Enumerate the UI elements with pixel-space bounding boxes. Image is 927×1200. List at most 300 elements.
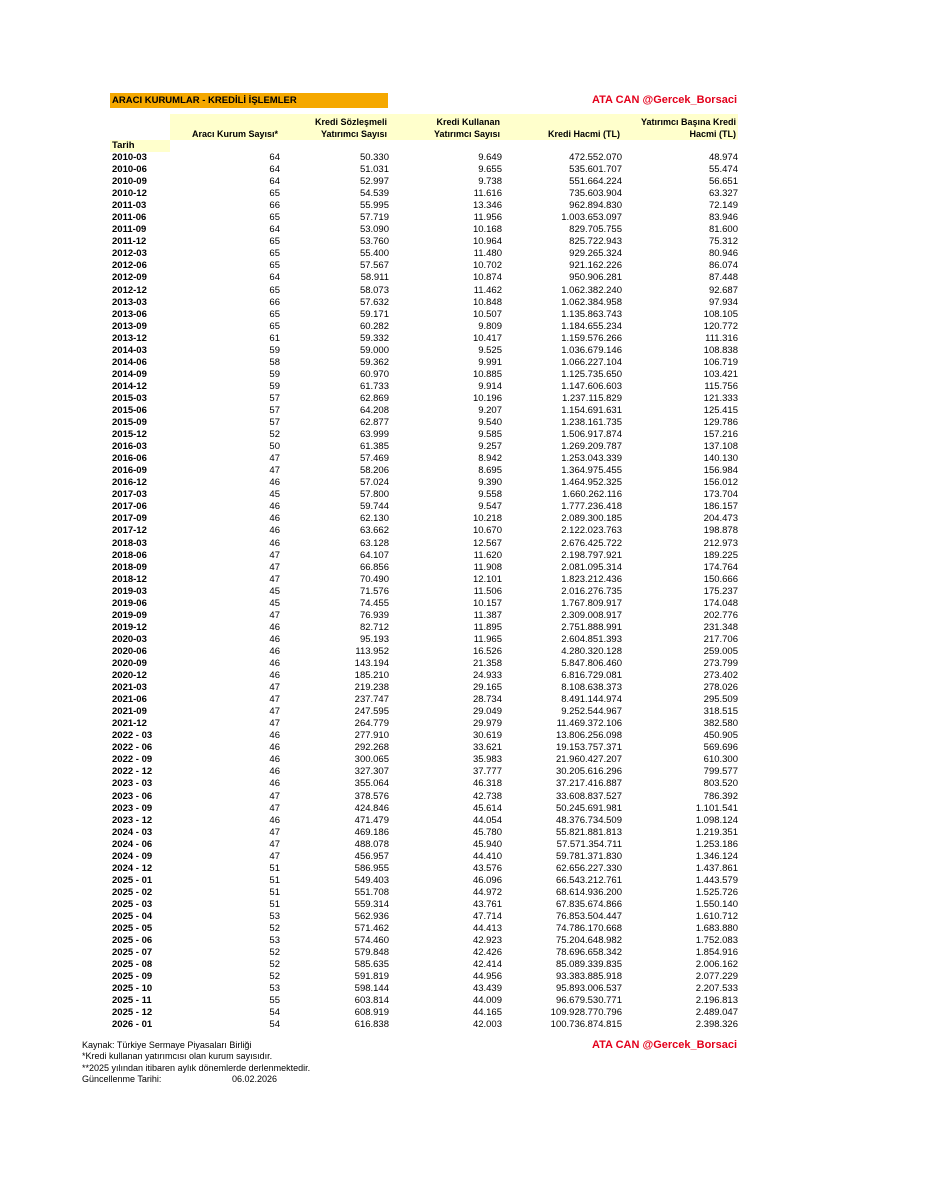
contract-investors-cell: 571.462 [354,923,389,935]
table-row [110,875,738,887]
credit-volume-cell: 1.823.212.436 [561,573,622,585]
contract-investors-cell: 237.747 [354,694,389,706]
contract-investors-cell: 608.919 [354,1007,389,1019]
credit-users-cell: 29.979 [472,718,502,730]
credit-volume-cell: 1.767.809.917 [561,597,622,609]
credit-volume-cell: 1.125.735.650 [561,368,622,380]
broker-count-cell: 53 [269,935,280,947]
credit-volume-cell: 1.238.161.735 [561,417,622,429]
per-investor-cell: 2.398.326 [695,1019,738,1031]
date-cell: 2015-06 [112,405,147,416]
date-cell: 2025 - 11 [112,995,152,1007]
broker-count-cell: 47 [269,609,280,621]
contract-investors-cell: 50.330 [359,152,389,164]
per-investor-cell: 2.489.047 [695,1007,738,1019]
credit-users-cell: 30.619 [472,730,502,742]
credit-users-cell: 8.942 [478,453,502,465]
date-cell: 2019-06 [112,597,147,609]
per-investor-cell: 174.764 [703,561,738,573]
broker-count-cell: 46 [269,766,280,778]
date-cell: 2020-09 [112,657,147,669]
date-cell: 2014-09 [112,368,147,380]
contract-investors-cell: 247.595 [354,706,389,718]
broker-count-cell: 46 [269,501,280,513]
per-investor-cell: 1.101.541 [695,802,738,814]
per-investor-cell: 108.838 [703,344,738,356]
date-cell: 2021-09 [112,706,147,718]
table-row [110,381,738,393]
credit-volume-cell: 2.081.095.314 [561,561,622,573]
credit-users-cell: 45.940 [472,838,502,850]
contract-investors-cell: 70.490 [359,573,389,585]
table-row [110,550,738,562]
table-row [110,525,738,537]
contract-investors-cell: 60.282 [359,320,389,332]
date-cell: 2012-03 [112,248,147,260]
credit-users-cell: 9.547 [478,501,502,513]
credit-users-cell: 10.964 [472,236,502,248]
broker-count-cell: 46 [269,730,280,742]
date-cell: 2025 - 10 [112,983,153,995]
contract-investors-cell: 355.064 [354,778,389,790]
credit-users-cell: 29.165 [472,682,502,694]
date-cell: 2025 - 08 [112,959,153,971]
per-investor-cell: 156.012 [703,477,738,489]
credit-users-cell: 9.738 [478,176,502,188]
header-date: Tarih [112,140,135,151]
table-row [110,622,738,634]
credit-users-cell: 10.507 [472,308,502,320]
footer-update [82,1074,278,1085]
table-row [110,827,738,839]
date-cell: 2023 - 03 [112,778,153,790]
credit-users-cell: 8.695 [478,465,502,477]
credit-volume-cell: 1.159.576.266 [561,332,622,344]
credit-users-cell: 9.540 [478,417,502,429]
credit-users-cell: 46.318 [472,778,502,790]
credit-users-cell: 12.101 [472,573,502,585]
date-cell: 2011-12 [112,236,147,248]
date-cell: 2010-09 [112,176,147,188]
credit-volume-cell: 551.664.224 [569,176,622,188]
credit-users-cell: 11.965 [473,633,502,645]
credit-volume-cell: 1.062.382.240 [561,284,622,296]
date-cell: 2018-06 [112,549,147,561]
per-investor-cell: 1.219.351 [695,826,738,838]
broker-count-cell: 52 [269,959,280,971]
per-investor-cell: 569.696 [703,742,738,754]
table-row [110,610,738,622]
table-row [110,1007,738,1019]
broker-count-cell: 65 [269,248,280,260]
per-investor-cell: 92.687 [708,284,738,296]
date-cell: 2019-09 [112,609,147,621]
table-row [110,887,738,899]
credit-volume-cell: 825.722.943 [569,236,622,248]
date-cell: 2021-12 [112,718,147,730]
per-investor-cell: 786.392 [703,790,738,802]
table-row [110,513,738,525]
date-cell: 2018-09 [112,561,147,573]
contract-investors-cell: 378.576 [354,790,389,802]
date-cell: 2014-03 [112,344,147,356]
broker-count-cell: 47 [269,838,280,850]
contract-investors-cell: 63.662 [359,525,389,537]
per-investor-cell: 140.130 [703,453,738,465]
table-row [110,911,738,923]
credit-users-cell: 11.616 [473,188,502,200]
credit-volume-cell: 66.543.212.761 [555,874,622,886]
table-row [110,658,738,670]
broker-count-cell: 47 [269,706,280,718]
credit-volume-cell: 2.089.300.185 [561,513,622,525]
contract-investors-cell: 61.385 [359,441,389,453]
contract-investors-cell: 57.632 [359,296,389,308]
contract-investors-cell: 62.877 [359,417,389,429]
date-cell: 2016-03 [112,441,147,453]
broker-count-cell: 46 [269,525,280,537]
date-cell: 2025 - 01 [112,874,153,886]
broker-count-cell: 65 [269,212,280,224]
contract-investors-cell: 562.936 [354,910,389,922]
date-cell: 2015-09 [112,417,147,429]
date-cell: 2010-03 [112,152,147,164]
credit-volume-cell: 1.464.952.325 [561,477,622,489]
table-row [110,417,738,429]
credit-volume-cell: 1.777.236.418 [561,501,622,513]
contract-investors-cell: 488.078 [354,838,389,850]
credit-users-cell: 37.777 [472,766,502,778]
per-investor-cell: 231.348 [703,621,738,633]
per-investor-cell: 204.473 [703,513,738,525]
date-cell: 2022 - 09 [112,754,153,766]
credit-users-cell: 9.558 [478,489,502,501]
date-cell: 2013-09 [112,320,147,332]
broker-count-cell: 52 [269,429,280,441]
broker-count-cell: 47 [269,850,280,862]
broker-count-cell: 65 [269,260,280,272]
per-investor-cell: 125.415 [703,405,738,416]
contract-investors-cell: 64.208 [359,405,389,416]
contract-investors-cell: 574.460 [354,935,389,947]
contract-investors-cell: 60.970 [359,368,389,380]
broker-count-cell: 47 [269,682,280,694]
per-investor-cell: 1.525.726 [695,886,738,898]
credit-volume-cell: 57.571.354.711 [556,838,622,850]
contract-investors-cell: 95.193 [359,633,389,645]
credit-volume-cell: 21.960.427.207 [555,754,622,766]
credit-users-cell: 11.506 [473,585,502,597]
contract-investors-cell: 598.144 [354,983,389,995]
credit-volume-cell: 9.252.544.967 [561,706,622,718]
per-investor-cell: 83.946 [708,212,738,224]
brand-signature-bottom: ATA CAN @Gercek_Borsaci [591,1039,737,1051]
credit-volume-cell: 921.162.226 [569,260,622,272]
credit-volume-cell: 2.122.023.763 [561,525,622,537]
credit-volume-cell: 76.853.504.447 [555,910,622,922]
per-investor-cell: 86.074 [708,260,738,272]
broker-count-cell: 54 [269,1007,280,1019]
credit-volume-cell: 93.383.885.918 [555,971,622,983]
date-cell: 2021-03 [112,682,147,694]
date-cell: 2025 - 05 [112,923,153,935]
credit-volume-cell: 535.601.707 [569,164,622,176]
date-cell: 2010-12 [112,188,147,200]
credit-volume-cell: 30.205.616.296 [555,766,622,778]
per-investor-cell: 1.098.124 [695,814,738,826]
per-investor-cell: 1.550.140 [695,898,738,910]
date-cell: 2011-06 [112,212,147,224]
credit-volume-cell: 1.154.691.631 [561,405,622,416]
broker-count-cell: 47 [269,694,280,706]
credit-users-cell: 10.168 [472,224,502,236]
broker-count-cell: 58 [269,356,280,368]
credit-users-cell: 9.655 [478,164,502,176]
table-row [110,236,738,248]
table-row [110,489,738,501]
credit-volume-cell: 8.108.638.373 [561,682,622,694]
contract-investors-cell: 53.760 [359,236,389,248]
date-cell: 2025 - 04 [112,910,153,922]
per-investor-cell: 137.108 [703,441,738,453]
table-row [110,706,738,718]
credit-users-cell: 42.923 [472,935,502,947]
date-cell: 2013-03 [112,296,147,308]
credit-users-cell: 10.417 [472,332,502,344]
date-cell: 2017-06 [112,501,147,513]
per-investor-cell: 295.509 [703,694,738,706]
per-investor-cell: 273.799 [703,657,738,669]
table-row [110,959,738,971]
broker-count-cell: 46 [269,537,280,549]
per-investor-cell: 198.878 [703,525,738,537]
per-investor-cell: 318.515 [703,706,738,718]
table-row [110,803,738,815]
broker-count-cell: 47 [269,549,280,561]
credit-volume-cell: 11.469.372.106 [556,718,622,730]
contract-investors-cell: 591.819 [354,971,389,983]
credit-volume-cell: 19.153.757.371 [555,742,622,754]
credit-users-cell: 9.914 [478,380,502,392]
contract-investors-cell: 63.128 [359,537,389,549]
per-investor-cell: 175.237 [703,585,738,597]
table-row [110,188,738,200]
broker-count-cell: 47 [269,790,280,802]
contract-investors-cell: 63.999 [359,429,389,441]
date-cell: 2024 - 03 [112,826,153,838]
date-cell: 2020-12 [112,670,147,682]
date-cell: 2020-06 [112,645,147,657]
broker-count-cell: 46 [269,670,280,682]
credit-users-cell: 9.585 [478,429,502,441]
footer-update-label: Güncellenme Tarihi: [82,1074,162,1084]
contract-investors-cell: 57.469 [359,453,389,465]
broker-count-cell: 51 [269,874,280,886]
table-row [110,248,738,260]
credit-volume-cell: 5.847.806.460 [561,657,622,669]
credit-users-cell: 24.933 [472,670,502,682]
broker-count-cell: 46 [269,645,280,657]
contract-investors-cell: 58.911 [360,272,389,284]
credit-volume-cell: 96.679.530.771 [555,995,622,1007]
contract-investors-cell: 471.479 [354,814,389,826]
broker-count-cell: 64 [269,176,280,188]
per-investor-cell: 111.316 [705,332,738,344]
table-row [110,441,738,453]
per-investor-cell: 157.216 [703,429,738,441]
contract-investors-cell: 64.107 [359,549,389,561]
table-row [110,899,738,911]
credit-users-cell: 45.614 [472,802,502,814]
credit-volume-cell: 6.816.729.081 [561,670,622,682]
credit-volume-cell: 1.066.227.104 [561,356,622,368]
table-row [110,405,738,417]
table-row [110,321,738,333]
footer-update-date: 06.02.2026 [232,1074,278,1084]
contract-investors-cell: 559.314 [354,898,389,910]
date-cell: 2026 - 01 [112,1019,153,1031]
table-row [110,369,738,381]
table-row [110,682,738,694]
credit-users-cell: 33.621 [472,742,502,754]
table-row [110,176,738,188]
date-cell: 2021-06 [112,694,147,706]
per-investor-cell: 186.157 [703,501,738,513]
broker-count-cell: 52 [269,971,280,983]
credit-volume-cell: 68.614.936.200 [555,886,622,898]
broker-count-cell: 53 [269,910,280,922]
date-cell: 2025 - 06 [112,935,153,947]
credit-volume-cell: 85.089.339.835 [555,959,622,971]
credit-users-cell: 11.908 [473,561,502,573]
contract-investors-cell: 327.307 [354,766,389,778]
credit-volume-cell: 1.364.975.455 [561,465,622,477]
date-cell: 2012-09 [112,272,147,284]
broker-count-cell: 57 [269,405,280,416]
per-investor-cell: 1.253.186 [695,838,738,850]
credit-volume-cell: 8.491.144.974 [561,694,622,706]
broker-count-cell: 46 [269,477,280,489]
contract-investors-cell: 52.997 [359,176,389,188]
per-investor-cell: 63.327 [708,188,738,200]
per-investor-cell: 115.756 [704,380,738,392]
date-cell: 2015-12 [112,429,147,441]
table-row [110,562,738,574]
credit-volume-cell: 1.147.606.603 [561,380,622,392]
per-investor-cell: 1.346.124 [695,850,738,862]
table-row [110,778,738,790]
credit-users-cell: 9.809 [478,320,502,332]
per-investor-cell: 2.207.533 [695,983,738,995]
per-investor-cell: 212.973 [703,537,738,549]
date-cell: 2016-06 [112,453,147,465]
table-row [110,983,738,995]
contract-investors-cell: 185.210 [354,670,389,682]
credit-volume-cell: 78.696.658.342 [555,947,622,959]
broker-count-cell: 59 [269,368,280,380]
date-cell: 2015-03 [112,392,147,404]
credit-volume-cell: 13.806.256.098 [555,730,622,742]
per-investor-cell: 103.421 [703,368,738,380]
per-investor-cell: 87.448 [708,272,738,284]
contract-investors-cell: 74.455 [359,597,389,609]
broker-count-cell: 47 [269,453,280,465]
credit-users-cell: 11.387 [473,609,502,621]
per-investor-cell: 106.719 [703,356,738,368]
date-cell: 2025 - 09 [112,971,153,983]
contract-investors-cell: 59.744 [359,501,389,513]
credit-volume-cell: 33.608.837.527 [555,790,622,802]
date-cell: 2025 - 07 [112,947,153,959]
credit-data-table [110,152,738,1031]
broker-count-cell: 47 [269,826,280,838]
per-investor-cell: 108.105 [703,308,738,320]
broker-count-cell: 65 [269,188,280,200]
broker-count-cell: 59 [269,380,280,392]
credit-volume-cell: 2.016.276.735 [561,585,622,597]
credit-volume-cell: 2.309.008.917 [561,609,622,621]
credit-users-cell: 10.702 [472,260,502,272]
per-investor-cell: 2.006.162 [695,959,738,971]
broker-count-cell: 59 [269,344,280,356]
contract-investors-cell: 53.090 [359,224,389,236]
date-cell: 2011-09 [112,224,147,236]
credit-volume-cell: 2.198.797.921 [561,549,622,561]
broker-count-cell: 64 [269,224,280,236]
credit-users-cell: 10.874 [472,272,502,284]
credit-users-cell: 43.761 [472,898,502,910]
credit-users-cell: 29.049 [472,706,502,718]
broker-count-cell: 47 [269,802,280,814]
footer-note-2: **2025 yılından itibaren aylık dönemlerde derlenmektedir. [82,1063,311,1073]
per-investor-cell: 81.600 [708,224,738,236]
contract-investors-cell: 424.846 [354,802,389,814]
credit-volume-cell: 74.786.170.668 [555,923,622,935]
credit-users-cell: 11.956 [473,212,502,224]
credit-users-cell: 10.196 [472,392,502,404]
contract-investors-cell: 264.779 [354,718,389,730]
broker-count-cell: 45 [269,585,280,597]
broker-count-cell: 51 [269,862,280,874]
footer-note-1: *Kredi kullanan yatırımcısı olan kurum sayısıdır. [82,1051,273,1061]
broker-count-cell: 46 [269,513,280,525]
date-cell: 2013-12 [112,332,147,344]
table-row [110,357,738,369]
table-row [110,285,738,297]
broker-count-cell: 64 [269,272,280,284]
contract-investors-cell: 59.000 [359,344,389,356]
table-row [110,754,738,766]
date-cell: 2017-03 [112,489,147,501]
credit-users-cell: 12.567 [472,537,502,549]
date-cell: 2017-09 [112,513,147,525]
per-investor-cell: 1.437.861 [695,862,738,874]
credit-users-cell: 16.526 [472,645,502,657]
contract-investors-cell: 277.910 [354,730,389,742]
credit-volume-cell: 55.821.881.813 [555,826,622,838]
contract-investors-cell: 469.186 [354,826,389,838]
per-investor-cell: 1.854.916 [695,947,738,959]
broker-count-cell: 45 [269,489,280,501]
date-cell: 2019-03 [112,585,147,597]
broker-count-cell: 46 [269,742,280,754]
contract-investors-cell: 76.939 [359,609,389,621]
credit-volume-cell: 4.280.320.128 [561,645,622,657]
per-investor-cell: 55.474 [708,164,738,176]
credit-users-cell: 44.956 [472,971,502,983]
contract-investors-cell: 549.403 [354,874,389,886]
broker-count-cell: 45 [269,597,280,609]
